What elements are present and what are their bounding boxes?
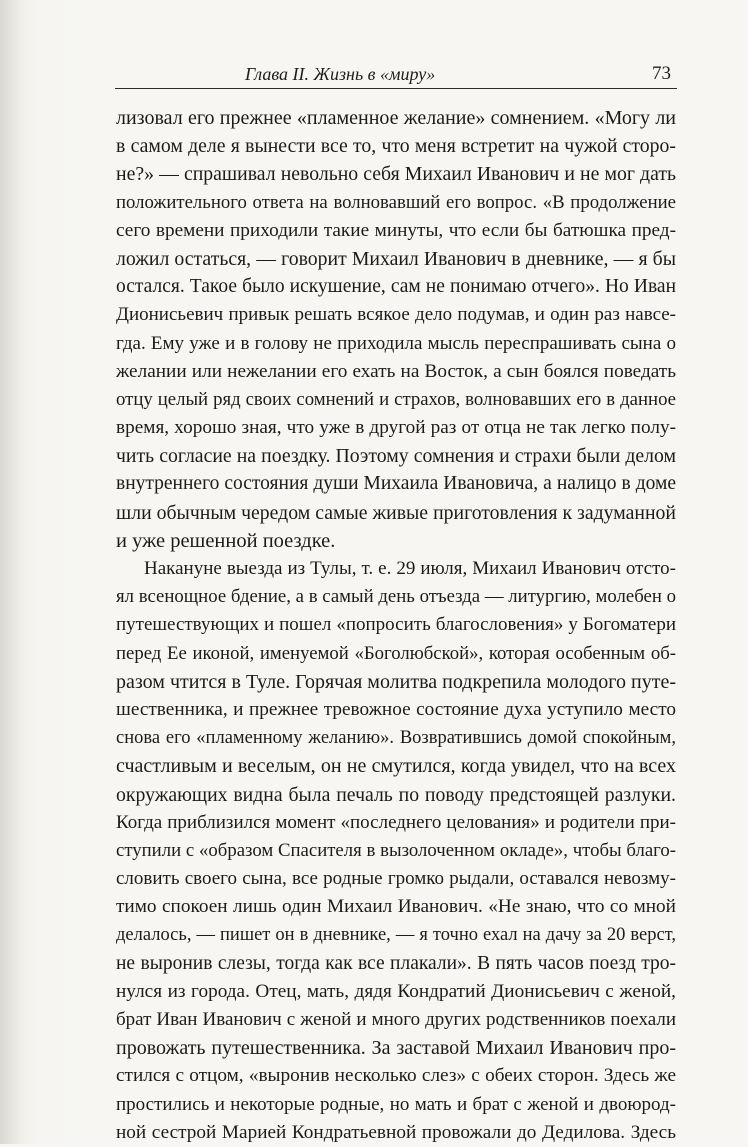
page-number: 73: [652, 63, 671, 84]
text-line: счастливым и веселым, он не смутился, когда увидел, что на всех: [116, 755, 676, 778]
text-line: остался. Такое было искушение, сам не понимаю отчего». Но Иван: [116, 276, 676, 298]
text-line: простились и некоторые родные, но мать и брат с женой и двоюрод-: [116, 1093, 676, 1115]
text-line: не?» — спрашивал невольно себя Михаил Иванович и не мог дать: [116, 163, 676, 186]
text-line: гда. Ему уже и в голову не приходила мысль переспрашивать сына о: [116, 332, 676, 354]
text-line: Когда приблизился момент «последнего целования» и родители при-: [116, 811, 676, 833]
paragraph-1: [116, 104, 676, 555]
text-line: отцу целый ряд своих сомнений и страхов, волновавших его в данное: [116, 388, 676, 410]
paragraph-2: [116, 555, 676, 1147]
text-line: лизовал его прежнее «пламенное желание» сомнением. «Могу ли: [116, 107, 676, 129]
text-line: положительного ответа на волновавший его вопрос. «В продолжение: [116, 191, 676, 213]
text-line: путешествующих и пошел «попросить благословения» у Богоматери: [116, 614, 676, 636]
text-line: словить своего сына, все родные громко рыдали, оставался невозму-: [116, 868, 676, 890]
text-line: внутреннего состояния души Михаила Ивановича, а налицо в доме: [116, 473, 676, 495]
running-header: [115, 62, 677, 89]
text-line: сего времени приходили такие минуты, что если бы батюшка пред-: [116, 219, 676, 241]
text-line: шли обычным чередом самые живые приготовления к задуманной: [116, 501, 676, 524]
text-line: окружающих видна была печаль по поводу предстоящей разлуки.: [116, 783, 676, 806]
text-line: Накануне выезда из Тулы, т. е. 29 июля, Михаил Иванович отсто-: [144, 558, 676, 579]
page-edge-shadow: [0, 0, 22, 1144]
text-line: не выронив слезы, тогда как все плакали». В пять часов поезд тро-: [116, 952, 676, 974]
text-line: провожать путешественника. За заставой Михаил Иванович про-: [116, 1037, 676, 1060]
text-line: стился с отцом, «выронив несколько слез» с обеих сторон. Здесь же: [116, 1065, 676, 1087]
text-line: чить согласие на поездку. Поэтому сомнения и страхи были делом: [116, 445, 676, 468]
text-line: желании или нежелании его ехать на Восток, а сын боялся поведать: [116, 360, 676, 382]
text-line: Дионисьевич привык решать всякое дело подумав, и один раз навсе-: [116, 304, 676, 326]
text-line: нулся из города. Отец, мать, дядя Кондратий Дионисьевич с женой,: [116, 980, 676, 1002]
text-line: тимо спокоен лишь один Михаил Иванович. «Не знаю, что со мной: [116, 896, 676, 918]
text-line: ял всенощное бдение, а в самый день отъезда — литургию, молебен о: [116, 586, 676, 608]
chapter-title: Глава II. Жизнь в «миру»: [245, 64, 436, 84]
text-line: ступили с «образом Спасителя в вызолоченном окладе», чтобы благо-: [116, 839, 676, 861]
body-text: [116, 104, 676, 1147]
text-line: в самом деле я вынести все то, что меня встретит на чужой сторо-: [116, 135, 676, 158]
text-line: ложил остаться, — говорит Михаил Иванович в дневнике, — я бы: [116, 247, 676, 270]
text-line: ной сестрой Марией Кондратьевной провожали до Дедилова. Здесь: [116, 1121, 676, 1143]
text-line: разом чтится в Туле. Горячая молитва подкрепила молодого путе-: [116, 670, 676, 693]
text-line: время, хорошо зная, что уже в другой раз от отца не так легко полу-: [116, 417, 676, 439]
text-line: брат Иван Иванович с женой и много других родственников поехали: [116, 1009, 676, 1030]
text-line: шественника, и прежнее тревожное состояние духа уступило место: [116, 698, 676, 720]
text-line: и уже решенной поездке.: [116, 529, 336, 552]
text-line: перед Ее иконой, именуемой «Боголюбской», которая особенным об-: [116, 642, 676, 664]
text-line: делалось, — пишет он в дневнике, — я точно ехал на дачу за 20 верст,: [116, 925, 676, 946]
text-line: снова его «пламенному желанию». Возвратившись домой спокойным,: [116, 728, 676, 749]
